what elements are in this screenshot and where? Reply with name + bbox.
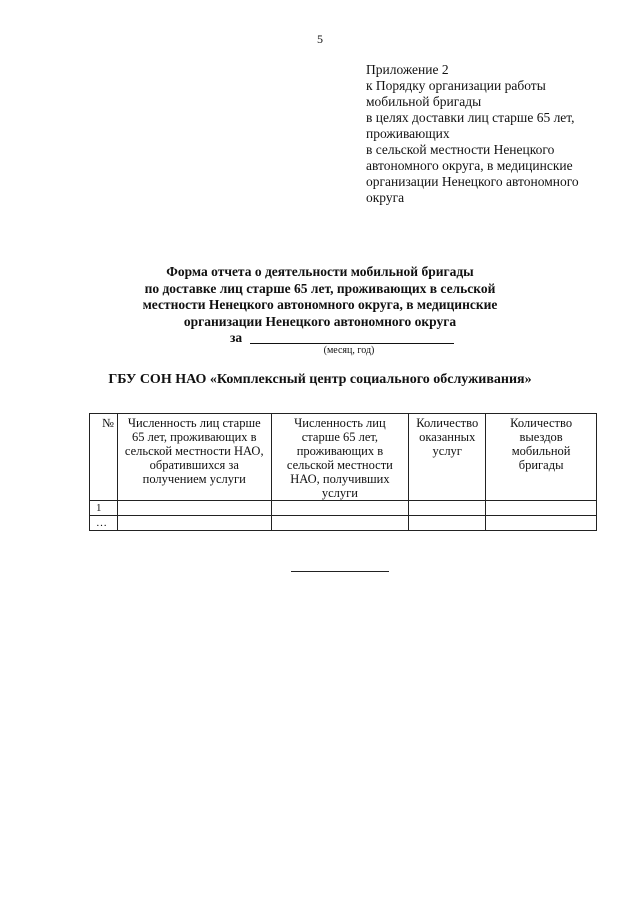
- column-header-services-count: Количество оказанных услуг: [409, 414, 486, 501]
- appendix-line: в сельской местности Ненецкого: [366, 142, 555, 157]
- table-row: [90, 516, 597, 531]
- organization-name: ГБУ СОН НАО «Комплексный центр социального обслуживания»: [108, 372, 532, 387]
- form-title-line: по доставке лиц старше 65 лет, проживающих в сельской: [144, 280, 496, 296]
- appendix-line: округа: [366, 190, 405, 205]
- appendix-line: Приложение 2: [366, 62, 449, 77]
- column-header-trips-count: Количество выездов мобильной бригады: [486, 414, 597, 501]
- table-cell: [409, 516, 486, 531]
- table-cell: …: [90, 516, 118, 531]
- appendix-line: проживающих: [366, 126, 450, 141]
- table-cell: [486, 501, 597, 516]
- column-header-applied: Численность лиц старше 65 лет, проживающих в сельской местности НАО, обратившихся за получением услуги: [117, 414, 271, 501]
- form-title-line: организации Ненецкого автономного округа: [183, 313, 457, 329]
- appendix-header: [366, 62, 621, 206]
- form-title-line: Форма отчета о деятельности мобильной бригады: [166, 264, 474, 279]
- period-blank-line: [250, 343, 454, 344]
- table-cell: [409, 501, 486, 516]
- table-cell: 1: [90, 501, 118, 516]
- period-hint: (месяц, год): [323, 345, 375, 356]
- form-title-line: местности Ненецкого автономного округа, в медицинские: [142, 297, 498, 312]
- table-cell: [271, 516, 409, 531]
- appendix-line: к Порядку организации работы: [366, 78, 546, 93]
- table-header-row: [90, 414, 597, 501]
- report-table: [89, 413, 597, 531]
- page-number: 5: [317, 32, 323, 46]
- period-prefix: за: [230, 330, 243, 345]
- column-header-received: Численность лиц старше 65 лет, проживающих в сельской местности НАО, получивших услуги: [271, 414, 409, 501]
- appendix-line: мобильной бригады: [366, 94, 482, 109]
- appendix-line: автономного округа, в медицинские: [366, 158, 573, 173]
- appendix-line: организации Ненецкого автономного: [366, 174, 579, 189]
- table-cell: [117, 516, 271, 531]
- appendix-line: в целях доставки лиц старше 65 лет,: [366, 110, 575, 125]
- footer-divider: [291, 571, 389, 572]
- table-cell: [117, 501, 271, 516]
- column-header-number: №: [90, 414, 118, 501]
- table-cell: [486, 516, 597, 531]
- period-field: [230, 330, 460, 346]
- table-cell: [271, 501, 409, 516]
- form-title: [110, 264, 530, 330]
- table-row: [90, 501, 597, 516]
